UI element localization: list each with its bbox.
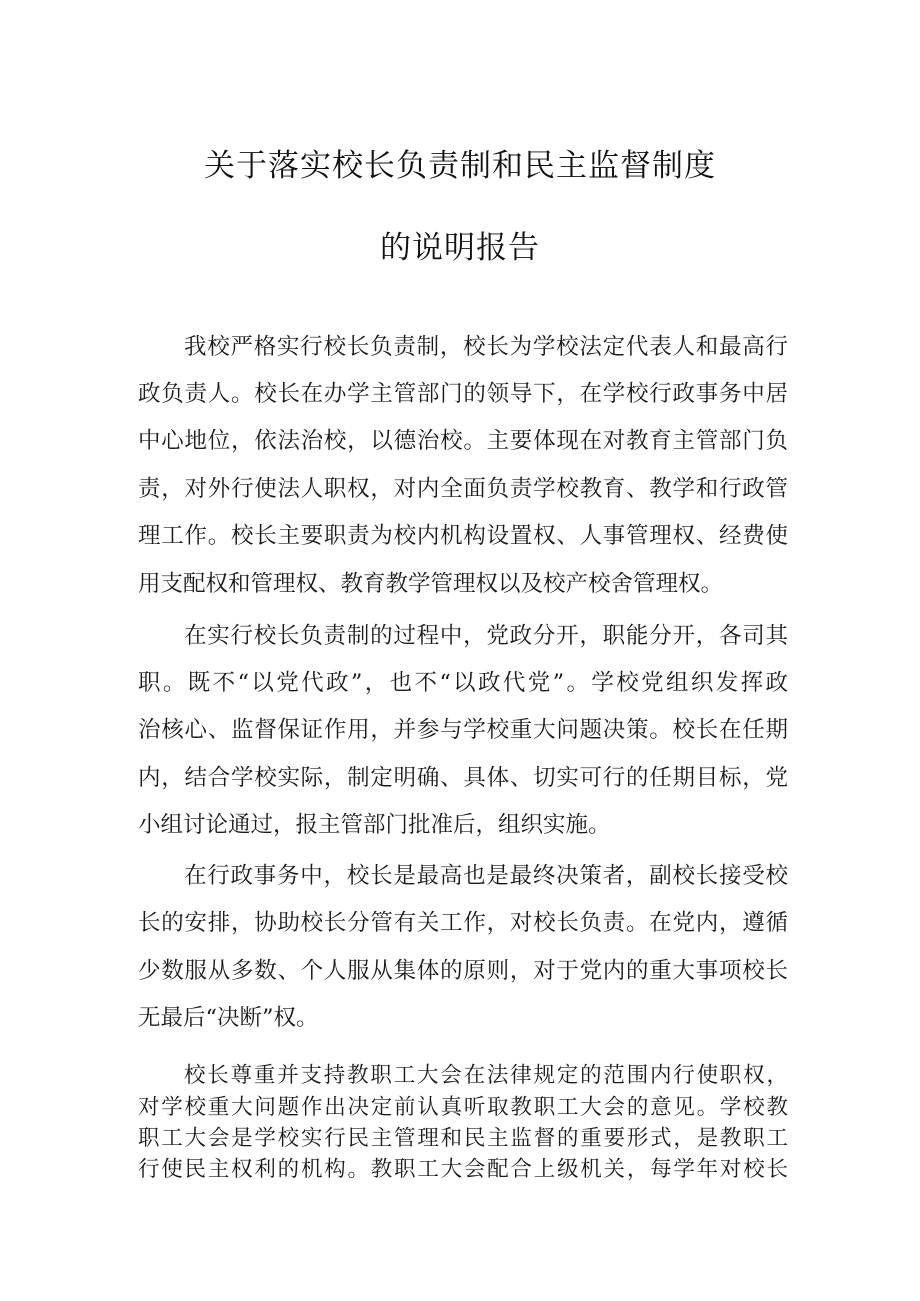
paragraph-line: 长的安排，协助校长分管有关工作，对校长负责。在党内，遵循 [138, 910, 788, 936]
paragraph-line: 在行政事务中，校长是最高也是最终决策者，副校长接受校 [184, 863, 788, 889]
paragraph-line: 政负责人。校长在办学主管部门的领导下，在学校行政事务中居 [138, 381, 788, 407]
document-title-line-1: 关于落实校长负责制和民主监督制度 [204, 148, 716, 184]
paragraph-line: 在实行校长负责制的过程中，党政分开，职能分开，各司其 [184, 623, 788, 649]
paragraph-line: 校长尊重并支持教职工大会在法律规定的范围内行使职权， [184, 1063, 788, 1088]
document-title-line-2: 的说明报告 [380, 230, 540, 266]
paragraph-line: 行使民主权利的机构。教职工大会配合上级机关，每学年对校长 [138, 1157, 788, 1182]
paragraph-line: 中心地位，依法治校，以德治校。主要体现在对教育主管部门负 [138, 428, 788, 454]
paragraph-line: 理工作。校长主要职责为校内机构设置权、人事管理权、经费使 [138, 523, 788, 549]
paragraph-line: 职。既不“以党代政”，也不“以政代党”。学校党组织发挥政 [138, 670, 788, 696]
paragraph-line: 责，对外行使法人职权，对内全面负责学校教育、教学和行政管 [138, 476, 788, 502]
paragraph-line: 无最后“决断”权。 [138, 1005, 319, 1031]
paragraph-line: 我校严格实行校长负责制，校长为学校法定代表人和最高行 [184, 334, 788, 360]
paragraph-line: 少数服从多数、个人服从集体的原则，对于党内的重大事项校长 [138, 958, 788, 984]
paragraph-line: 对学校重大问题作出决定前认真听取教职工大会的意见。学校教 [138, 1095, 788, 1120]
paragraph-line: 治核心、监督保证作用，并参与学校重大问题决策。校长在任期 [138, 717, 788, 743]
paragraph-line: 小组讨论通过，报主管部门批准后，组织实施。 [138, 812, 611, 838]
paragraph-line: 内，结合学校实际，制定明确、具体、切实可行的任期目标，党 [138, 765, 788, 791]
paragraph-line: 职工大会是学校实行民主管理和民主监督的重要形式，是教职工 [138, 1126, 788, 1151]
paragraph-line: 用支配权和管理权、教育教学管理权以及校产校舍管理权。 [138, 571, 724, 597]
